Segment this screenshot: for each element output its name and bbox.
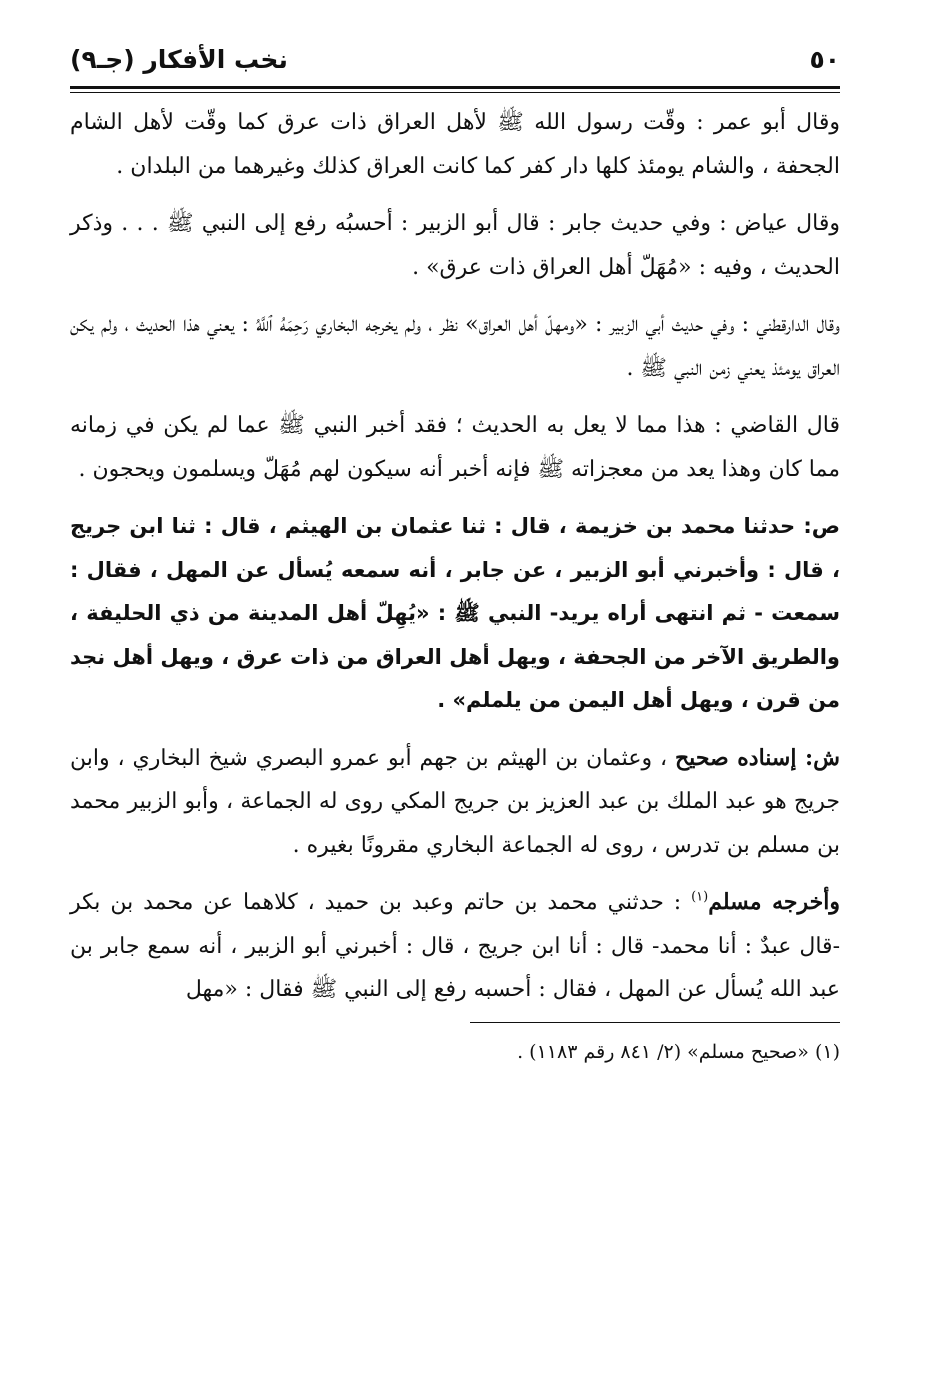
footnote-rule [470, 1022, 840, 1023]
muslim-text: : حدثني محمد بن حاتم وعبد بن حميد ، كلاهما عن محمد بن بكر -قال عبدٌ : أنا محمد- قال : أنا ابن جريج ، قال : أخبرني أبو الزبير ، أنه سمع جابر بن عبد الله يُسأل عن المهل ، فقال : أحسبه رفع إلى النبي ﷺ فقال : «مهل [70, 890, 840, 1002]
paragraph-qadi: قال القاضي : هذا مما لا يعل به الحديث ؛ فقد أخبر النبي ﷺ عما لم يكن في زمانه مما كان وهذا يعد من معجزاته ﷺ فإنه أخبر أنه سيكون لهم مُهَلّ ويسلمون ويحجون . [70, 413, 840, 482]
page-number: ٥٠ [809, 45, 840, 74]
paragraph-daraqutni: وقال الدارقطني : وفي حديث أبي الزبير : «ومهلّ أهل العراق» نظر ، ولم يخرجه البخاري رَحِمَهُ ٱللَّهُ : يعني هذا الحديث ، ولم يكن العراق يومئذ يعني زمن النبي ﷺ . [70, 312, 840, 381]
sharh-text: ، وعثمان بن الهيثم بن جهم أبو عمرو البصري شيخ البخاري ، وابن جريج هو عبد الملك بن عبد العزيز بن جريج المكي روى له الجماعة ، وأبو الزبير محمد بن مسلم بن تدرس ، روى له الجماعة البخاري مقرونًا بغيره . [70, 745, 840, 858]
main-text [70, 101, 840, 1012]
book-page [70, 40, 840, 1067]
sharh-label: ش: إسناده صحيح [674, 744, 841, 771]
paragraph-muslim [70, 881, 840, 1012]
book-title: نخب الأفكار (جـ٩) [70, 45, 288, 74]
footnote: (١) «صحيح مسلم» (٢/ ٨٤١ رقم ١١٨٣) . [517, 1040, 840, 1063]
paragraph-abu-umar: وقال أبو عمر : وقّت رسول الله ﷺ لأهل العراق ذات عرق كما وقّت لأهل الشام الجحفة ، والشام يومئذ كلها دار كفر كما كانت العراق كذلك وغيرهما من البلدان . [70, 110, 840, 179]
muslim-label: وأخرجه مسلم [708, 889, 841, 915]
running-header [70, 40, 840, 80]
footnote-ref: (١) [691, 889, 709, 905]
header-rule [70, 86, 840, 93]
paragraph-iyad: وقال عياض : وفي حديث جابر : قال أبو الزبير : أحسبُه رفع إلى النبي ﷺ . . . وذكر الحديث ، وفيه : «مُهَلّ أهل العراق ذات عرق» . [70, 211, 840, 280]
paragraph-hadith-text: ص: حدثنا محمد بن خزيمة ، قال : ثنا عثمان بن الهيثم ، قال : ثنا ابن جريج ، قال : وأخبرني أبو الزبير ، عن جابر ، أنه سمعه يُسأل عن المهل ، فقال : سمعت - ثم انتهى أراه يريد- النبي ﷺ : «يُهِلّ أهل المدينة من ذي الحليفة ، والطريق الآخر من الجحفة ، ويهل أهل العراق من ذات عرق ، ويهل أهل نجد من قرن ، ويهل أهل اليمن من يلملم» . [70, 514, 840, 712]
paragraph-sharh [70, 737, 840, 868]
